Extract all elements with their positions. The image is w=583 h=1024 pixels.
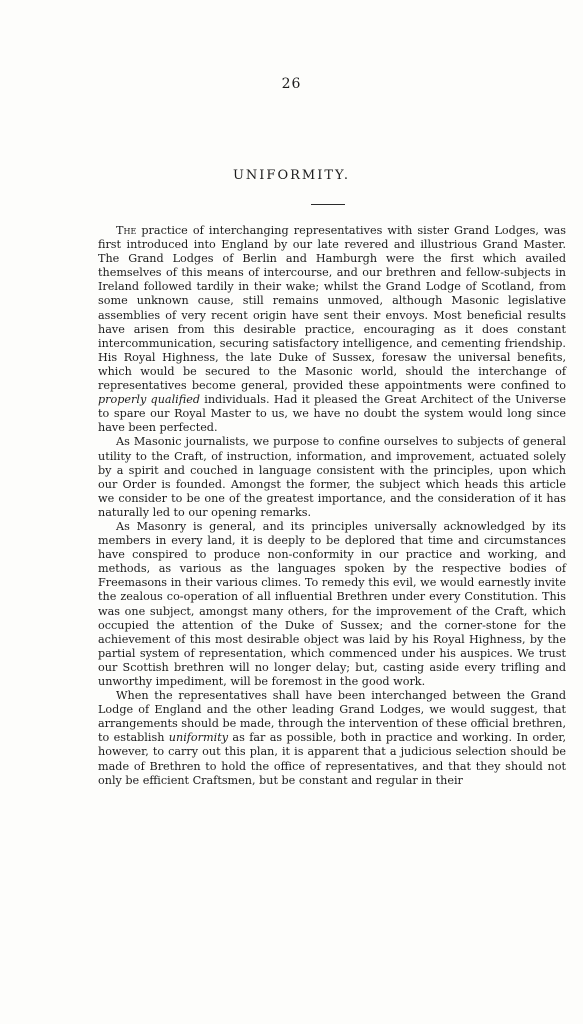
paragraph-1	[98, 224, 566, 435]
paragraph-text-end: individuals. Had it pleased the Great Architect of the Universe to spare our Royal Master to us, we have no doubt the system would long since have been perfected.	[98, 393, 566, 435]
title-divider	[311, 204, 345, 205]
article-title: UNIFORMITY.	[232, 168, 351, 183]
paragraph-3	[98, 520, 566, 689]
paragraph-text: When the representatives shall have been interchanged between the Grand Lodge of England and the other leading Grand Lodges, we would suggest, that arrangements should be made, through the intervention of these official brethren, to establish	[98, 689, 566, 745]
emphasized-text: properly qualified	[98, 393, 200, 407]
article-body	[98, 224, 566, 788]
emphasized-text: uniformity	[168, 731, 229, 745]
paragraph-2	[98, 435, 566, 520]
page-number: 26	[281, 76, 302, 92]
paragraph-lead-word: The	[116, 224, 137, 237]
paragraph-4	[98, 689, 566, 788]
paragraph-text: As Masonry is general, and its principles universally acknowledged by its members in every land, it is deeply to be deplored that time and circumstances have conspired to produce non-conformity in our practice and working, and methods, as various as the languages spoken by the respective bodies of Freemasons in their various climes. To remedy this evil, we would earnestly invite the zealous co-operation of all influential Brethren under every Constitution. This was one subject, amongst many others, for the improvement of the Craft, which occupied the attention of the Duke of Sussex; and the corner-stone for the achievement of this most desirable object was laid by his Royal Highness, by the partial system of representation, which commenced under his auspices. We trust our Scottish brethren will no longer delay; but, casting aside every trifling and unworthy impediment, will be foremost in the good work.	[98, 519, 566, 688]
paragraph-text-end: as far as possible, both in practice and working. In order, however, to carry out this plan, it is apparent that a judicious selection should be made of Brethren to hold the office of representatives, and that they should not only be efficient Craftsmen, but be constant and regular in their	[98, 731, 566, 787]
paragraph-text: practice of interchanging representatives with sister Grand Lodges, was first introduced into England by our late revered and illustrious Grand Master. The Grand Lodges of Berlin and Hamburgh were the first which availed themselves of this means of intercourse, and our brethren and fellow-subjects in Ireland followed tardily in their wake; whilst the Grand Lodge of Scotland, from some unknown cause, still remains unmoved, although Masonic legislative assemblies of very recent origin have sent their envoys. Most beneficial results have arisen from this desirable practice, encouraging as it does constant intercommunication, securing satisfactory intelligence, and cementing friendship. His Royal Highness, the late Duke of Sussex, foresaw the universal benefits, which would be secured to the Masonic world, should the interchange of representatives become general, provided these appointments were confined to	[98, 224, 566, 393]
paragraph-text: As Masonic journalists, we purpose to confine ourselves to subjects of general utility to the Craft, of instruction, information, and improvement, actuated solely by a spirit and couched in language consistent with the principles, upon which our Order is founded. Amongst the former, the subject which heads this article we consider to be one of the greatest importance, and the consideration of it has naturally led to our opening remarks.	[98, 435, 566, 519]
